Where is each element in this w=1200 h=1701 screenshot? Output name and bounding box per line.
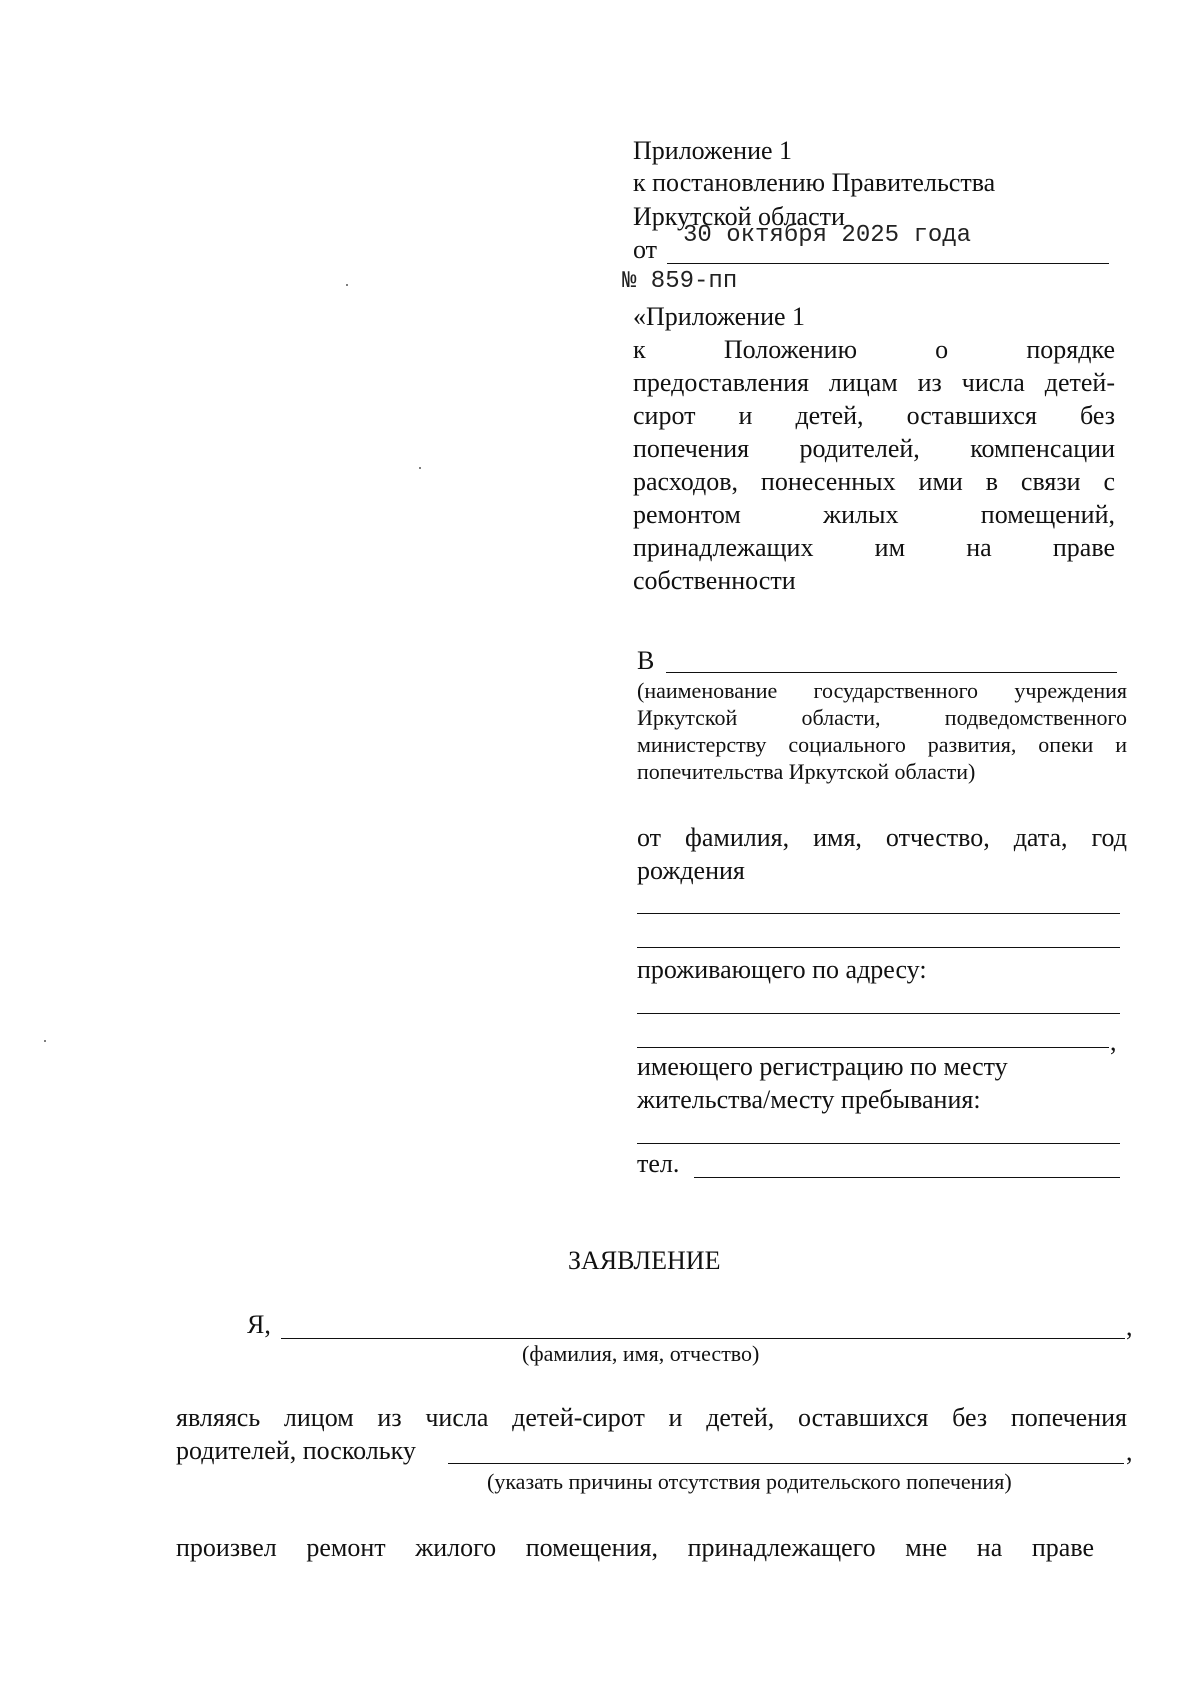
scan-speck [419, 467, 421, 469]
from-block [637, 823, 1127, 889]
registration-line-1: имеющего регистрацию по месту [637, 1052, 1008, 1081]
reason-underline [448, 1463, 1124, 1464]
address-underline-1 [637, 1013, 1120, 1014]
residing-label: проживающего по адресу: [637, 955, 927, 984]
registration-line-2: жительства/месту пребывания: [637, 1085, 981, 1114]
reason-comma: , [1126, 1437, 1133, 1466]
to-underline [666, 672, 1117, 673]
address-underline-2 [637, 1047, 1109, 1048]
to-caption-line-3: министерству социального развития, опеки и [637, 732, 1127, 757]
to-caption-line-1: (наименование государственного учреждения [637, 678, 1127, 703]
annex-line-3: предоставления лицам из числа детей- [633, 368, 1115, 397]
to-prefix: В [637, 646, 655, 675]
annex-line-9: собственности [633, 566, 796, 595]
annex-line-7: ремонтом жилых помещений, [633, 500, 1115, 529]
to-caption-line-2: Иркутской области, подведомственного [637, 705, 1127, 730]
annex-line-5: попечения родителей, компенсации [633, 434, 1115, 463]
annex-block [633, 302, 1115, 599]
registration-underline [637, 1143, 1120, 1144]
name-comma: , [1126, 1312, 1133, 1341]
header-line-2: к постановлению Правительства [633, 168, 996, 197]
body-line-1: являясь лицом из числа детей-сирот и детей, оставшихся без попечения [176, 1403, 1127, 1432]
body-line-2-prefix: родителей, поскольку [176, 1436, 416, 1465]
header-line-3: Иркутской области [633, 202, 845, 231]
statement-title: ЗАЯВЛЕНИЕ [568, 1246, 721, 1275]
address-comma: , [1110, 1027, 1117, 1056]
tel-underline [694, 1177, 1120, 1178]
annex-line-4: сирот и детей, оставшихся без [633, 401, 1115, 430]
annex-line-2: к Положению о порядке [633, 335, 1115, 364]
to-caption [637, 677, 1127, 785]
annex-line-8: принадлежащих им на праве [633, 533, 1115, 562]
i-label: Я, [247, 1310, 271, 1339]
from-line-1: от фамилия, имя, отчество, дата, год [637, 823, 1127, 852]
date-prefix: от [633, 235, 658, 264]
from-underline-2 [637, 947, 1120, 948]
scan-speck [44, 1040, 46, 1042]
annex-line-1: «Приложение 1 [633, 302, 806, 331]
date-value: 30 октября 2025 года [683, 222, 972, 249]
reason-caption: (указать причины отсутствия родительского попечения) [487, 1469, 1012, 1494]
to-caption-line-4: попечительства Иркутской области) [637, 759, 976, 784]
from-underline-1 [637, 913, 1120, 914]
body-line-3: произвел ремонт жилого помещения, принадлежащего мне на праве [176, 1533, 1094, 1562]
name-underline [281, 1338, 1125, 1339]
name-caption: (фамилия, имя, отчество) [522, 1341, 760, 1366]
header-line-1: Приложение 1 [633, 136, 793, 165]
scan-speck [346, 284, 348, 286]
annex-line-6: расходов, понесенных ими в связи с [633, 467, 1115, 496]
from-line-2: рождения [637, 856, 745, 885]
tel-label: тел. [637, 1149, 680, 1178]
document-number: № 859-пп [622, 268, 738, 295]
date-underline [667, 263, 1109, 264]
